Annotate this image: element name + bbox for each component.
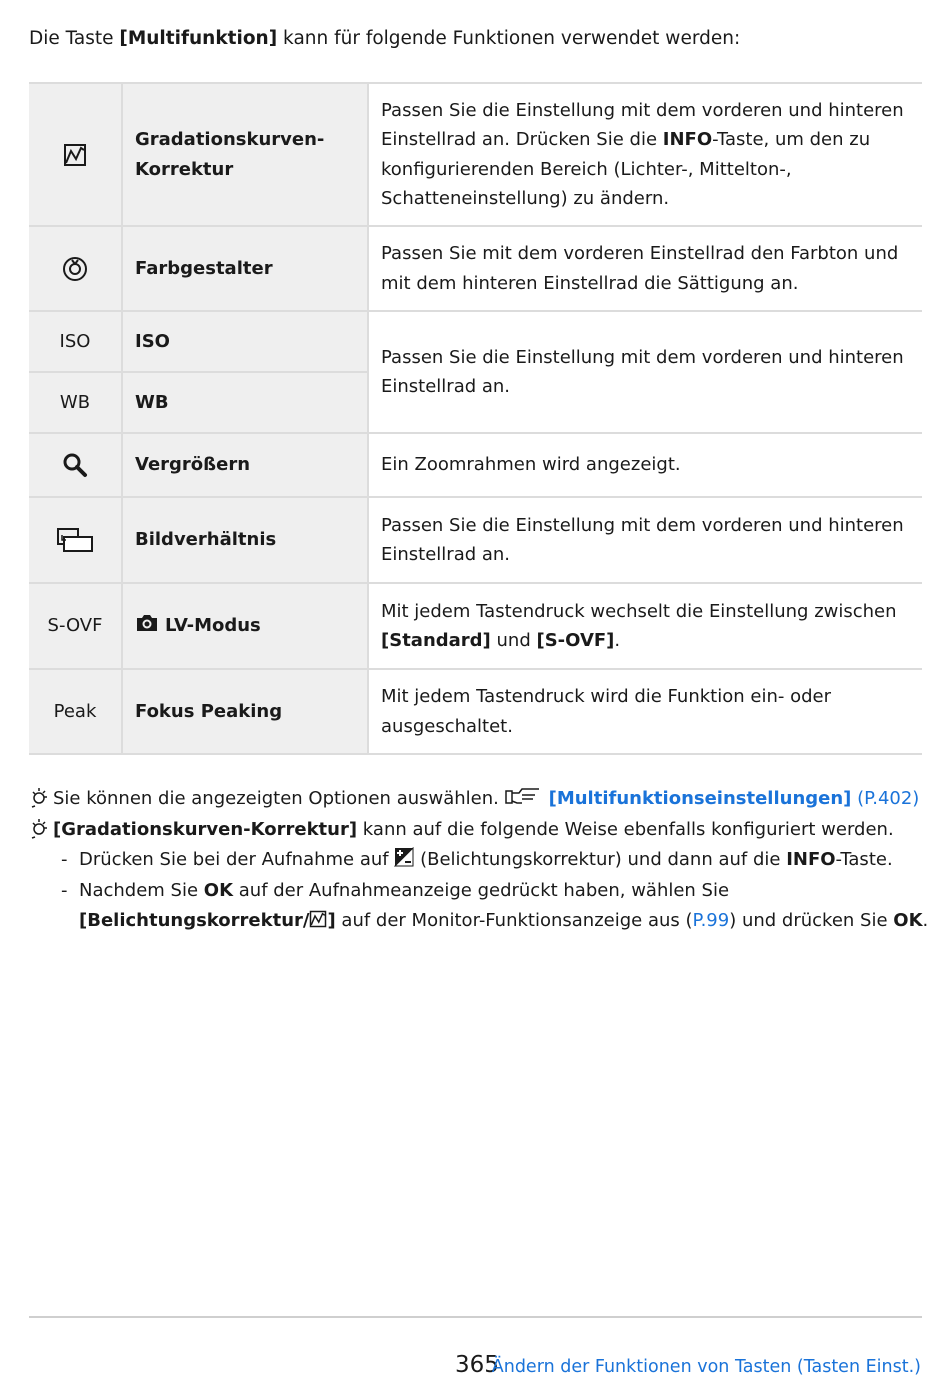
s-ovf-icon: S-OVF <box>29 583 122 669</box>
function-name: ISO <box>122 311 368 372</box>
note-2: [Gradationskurven-Korrektur] kann auf die folgende Weise ebenfalls konfiguriert werden. <box>29 815 929 846</box>
hint-icon <box>29 817 53 839</box>
function-table <box>29 82 922 755</box>
table-row <box>29 226 922 311</box>
page-402-link[interactable]: (P.402) <box>857 788 920 809</box>
function-description: Passen Sie mit dem vorderen Einstellrad den Farbton und mit dem hinteren Einstellrad die Sättigung an. <box>381 243 899 294</box>
function-description: Ein Zoomrahmen wird angezeigt. <box>381 454 681 476</box>
chapter-link[interactable]: Ändern der Funktionen von Tasten (Tasten Einst.) <box>491 1357 921 1377</box>
table-row <box>29 83 922 226</box>
multifunction-settings-link[interactable]: [Multifunktionseinstellungen] <box>548 788 852 809</box>
bullet-2-continued: [Belichtungskorrektur/ ] auf der Monitor-Funktionsanzeige aus (P.99) und drücken Sie OK. <box>79 910 929 931</box>
table-row <box>29 433 922 497</box>
magnify-icon <box>62 452 88 478</box>
row-icon-cell <box>29 83 122 226</box>
table-row <box>29 669 922 754</box>
gradation-curve-icon <box>309 910 327 928</box>
exposure-compensation-icon <box>394 847 414 867</box>
bullet-2: - Nachdem Sie OK auf der Aufnahmeanzeige gedrückt haben, wählen Sie <box>61 879 730 901</box>
note-1: Sie können die angezeigten Optionen auswählen. [Multifunktionseinstellungen] (P.402) <box>29 784 929 815</box>
color-creator-icon <box>62 256 88 282</box>
function-name: WB <box>122 372 368 433</box>
notes-section <box>29 784 929 937</box>
wb-icon: WB <box>29 372 122 433</box>
row-icon-cell <box>29 226 122 311</box>
table-row <box>29 583 922 669</box>
function-description: Passen Sie die Einstellung mit dem vorderen und hinteren Einstellrad an. <box>381 346 904 397</box>
page-99-link[interactable]: P.99 <box>692 910 730 931</box>
reference-hand-icon <box>505 786 541 806</box>
table-row <box>29 497 922 583</box>
function-name: Fokus Peaking <box>122 669 368 754</box>
table-row <box>29 311 922 372</box>
hint-icon <box>29 786 53 808</box>
gradation-curve-icon <box>63 143 87 167</box>
function-name: Gradationskurven-Korrektur <box>122 83 368 226</box>
camera-icon <box>135 613 159 633</box>
multifunction-key: [Multifunktion] <box>119 28 278 49</box>
function-name: Farbgestalter <box>122 226 368 311</box>
row-icon-cell <box>29 433 122 497</box>
aspect-ratio-icon <box>56 527 94 553</box>
function-description: Mit jedem Tastendruck wird die Funktion ein- oder ausgeschaltet. <box>381 686 831 737</box>
peak-icon: Peak <box>29 669 122 754</box>
function-name: Bildverhältnis <box>122 497 368 583</box>
function-name: Vergrößern <box>122 433 368 497</box>
function-name: LV-Modus <box>122 583 368 669</box>
iso-icon: ISO <box>29 311 122 372</box>
function-description: Passen Sie die Einstellung mit dem vorderen und hinteren Einstellrad an. Drücken Sie die INFO-Taste, um den zu konfigurierenden Bereich (Lichter-, Mittelton-, Schatteneinstellung) zu ändern. <box>381 99 904 209</box>
footer-divider <box>29 1316 922 1318</box>
function-description: Passen Sie die Einstellung mit dem vorderen und hinteren Einstellrad an. <box>381 514 904 565</box>
intro-text: Die Taste [Multifunktion] kann für folgende Funktionen verwendet werden: <box>29 28 741 49</box>
row-icon-cell <box>29 497 122 583</box>
page-number: 365 <box>455 1352 499 1378</box>
function-description: Mit jedem Tastendruck wechselt die Einstellung zwischen [Standard] und [S-OVF]. <box>381 600 897 651</box>
bullet-1: - Drücken Sie bei der Aufnahme auf (Belichtungskorrektur) und dann auf die INFO-Taste. <box>61 849 893 870</box>
